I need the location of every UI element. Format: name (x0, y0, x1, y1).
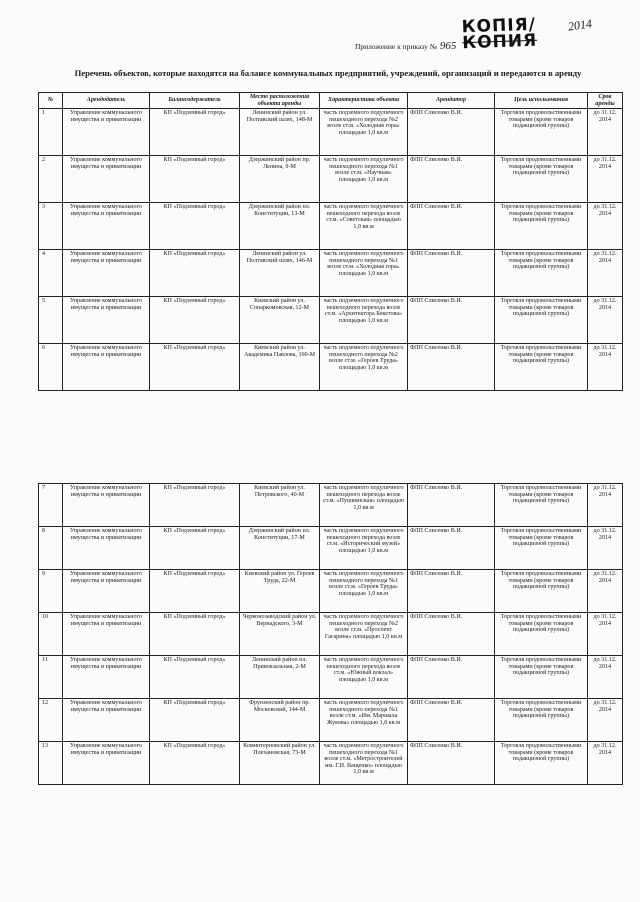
cell-object: часть подземного подуличного пешеходного перехода возле ст.м. «Исторический музей» площадью 1,0 кв.м (320, 527, 408, 570)
cell-term: до 31.12. 2014 (588, 742, 623, 785)
cell-lessor: Управление коммунального имущества и приватизации (63, 656, 150, 699)
cell-tenant: ФЛП Слисенко В.И. (408, 109, 495, 156)
cell-number: 2 (39, 156, 63, 203)
cell-tenant: ФЛП Слисенко В.И. (408, 250, 495, 297)
cell-object: часть подземного подуличного пешеходного перехода №1 возле ст.м. «Метростроителей им. Г.И. Ващенко» площадью 1,0 кв.м (320, 742, 408, 785)
cell-term: до 31.12. 2014 (588, 109, 623, 156)
cell-object: часть подземного подуличного пешеходного перехода возле ст.м. «Советская» площадью 1,0 кв.м (320, 203, 408, 250)
cell-location: Фрунзенский район пр. Московский, 144-М (240, 699, 320, 742)
cell-holder: КП «Подземный город» (150, 699, 240, 742)
cell-purpose: Торговля продовольственными товарами (кроме товаров подакцизной группы) (495, 297, 588, 344)
cell-location: Червонозаводский район ул. Вернадского, 3-М (240, 613, 320, 656)
cell-term: до 31.12. 2014 (588, 203, 623, 250)
annex-label: Приложение к приказу № (355, 42, 437, 51)
cell-object: часть подземного подуличного пешеходного перехода №1 возле ст.м. «Им. Маршала Жукова» площадью 1,0 кв.м (320, 699, 408, 742)
handwritten-date: 2014 (567, 16, 593, 34)
cell-tenant: ФЛП Слисенко В.И. (408, 699, 495, 742)
cell-lessor: Управление коммунального имущества и приватизации (63, 109, 150, 156)
cell-term: до 31.12. 2014 (588, 656, 623, 699)
cell-object: часть подземного подуличного пешеходного перехода возле ст.м. «Архитектора Бекетова» площадью 1,0 кв.м (320, 297, 408, 344)
cell-purpose: Торговля продовольственными товарами (кроме товаров подакцизной группы) (495, 656, 588, 699)
document-title: Перечень объектов, которые находятся на балансе коммунальных предприятий, учреждений, организаций и передаются в аренду (74, 68, 582, 78)
cell-tenant: ФЛП Слисенко В.И. (408, 527, 495, 570)
cell-location: Дзержинский район пл. Конституции, 13-М (240, 203, 320, 250)
cell-holder: КП «Подземный город» (150, 250, 240, 297)
cell-lessor: Управление коммунального имущества и приватизации (63, 742, 150, 785)
annex-reference (355, 40, 456, 52)
cell-number: 10 (39, 613, 63, 656)
cell-purpose: Торговля продовольственными товарами (кроме товаров подакцизной группы) (495, 742, 588, 785)
cell-term: до 31.12. 2014 (588, 484, 623, 527)
cell-tenant: ФЛП Слисенко В.И. (408, 203, 495, 250)
objects-table-part-1 (38, 92, 623, 391)
cell-term: до 31.12. 2014 (588, 699, 623, 742)
cell-holder: КП «Подземный город» (150, 484, 240, 527)
col-header-lessor: Арендодатель (63, 93, 150, 109)
table-row (39, 344, 623, 391)
cell-location: Ленинский район пл. Привокзальная, 2-М (240, 656, 320, 699)
cell-lessor: Управление коммунального имущества и приватизации (63, 527, 150, 570)
cell-number: 12 (39, 699, 63, 742)
col-header-purpose: Цель использования (495, 93, 588, 109)
cell-tenant: ФЛП Слисенко В.И. (408, 156, 495, 203)
cell-term: до 31.12. 2014 (588, 527, 623, 570)
cell-number: 11 (39, 656, 63, 699)
cell-number: 8 (39, 527, 63, 570)
cell-object: часть подземного подуличного пешеходного перехода возле ст.м. «Пушкинская» площадью 1,0 кв.м (320, 484, 408, 527)
cell-location: Ленинский район ул. Полтавский шлях, 146-М (240, 250, 320, 297)
cell-number: 6 (39, 344, 63, 391)
cell-term: до 31.12. 2014 (588, 156, 623, 203)
cell-term: до 31.12. 2014 (588, 250, 623, 297)
cell-holder: КП «Подземный город» (150, 109, 240, 156)
cell-holder: КП «Подземный город» (150, 613, 240, 656)
cell-term: до 31.12. 2014 (588, 570, 623, 613)
cell-object: часть подземного подуличного пешеходного перехода №2 возле ст.м. «Героев Труда» площадью 1,0 кв.м (320, 344, 408, 391)
cell-number: 13 (39, 742, 63, 785)
cell-object: часть подземного подуличного пешеходного перехода возле ст.м. «Южный вокзал» площадью 1,0 кв.м (320, 656, 408, 699)
cell-purpose: Торговля продовольственными товарами (кроме товаров подакцизной группы) (495, 203, 588, 250)
table-header-row (39, 93, 623, 109)
col-header-tenant: Арендатор (408, 93, 495, 109)
cell-purpose: Торговля продовольственными товарами (кроме товаров подакцизной группы) (495, 344, 588, 391)
cell-object: часть подземного подуличного пешеходного перехода №1 возле ст.м. «Научная» площадью 1,0 кв.м (320, 156, 408, 203)
cell-object: часть подземного подуличного пешеходного перехода №1 возле ст.м. «Героев Труда» площадью 1,0 кв.м (320, 570, 408, 613)
cell-purpose: Торговля продовольственными товарами (кроме товаров подакцизной группы) (495, 156, 588, 203)
cell-holder: КП «Подземный город» (150, 570, 240, 613)
table-row (39, 297, 623, 344)
cell-location: Дзержинский район пр. Ленина, 9-М (240, 156, 320, 203)
cell-lessor: Управление коммунального имущества и приватизации (63, 250, 150, 297)
table-row (39, 109, 623, 156)
stamp-line-2: КОПИЯ (461, 30, 538, 54)
cell-location: Киевский район ул. Академика Павлова, 160-М (240, 344, 320, 391)
cell-purpose: Торговля продовольственными товарами (кроме товаров подакцизной группы) (495, 570, 588, 613)
objects-table-part-2 (38, 483, 623, 785)
cell-tenant: ФЛП Слисенко В.И. (408, 613, 495, 656)
cell-number: 4 (39, 250, 63, 297)
cell-number: 1 (39, 109, 63, 156)
cell-lessor: Управление коммунального имущества и приватизации (63, 156, 150, 203)
cell-number: 7 (39, 484, 63, 527)
cell-tenant: ФЛП Слисенко В.И. (408, 570, 495, 613)
cell-holder: КП «Подземный город» (150, 742, 240, 785)
cell-term: до 31.12. 2014 (588, 297, 623, 344)
cell-purpose: Торговля продовольственными товарами (кроме товаров подакцизной группы) (495, 699, 588, 742)
col-header-object: Характеристика объекта (320, 93, 408, 109)
cell-purpose: Торговля продовольственными товарами (кроме товаров подакцизной группы) (495, 109, 588, 156)
cell-holder: КП «Подземный город» (150, 203, 240, 250)
cell-tenant: ФЛП Слисенко В.И. (408, 344, 495, 391)
cell-number: 3 (39, 203, 63, 250)
table-row (39, 570, 623, 613)
cell-number: 9 (39, 570, 63, 613)
cell-location: Дзержинский район пл. Конституции, 17-М (240, 527, 320, 570)
cell-term: до 31.12. 2014 (588, 344, 623, 391)
cell-tenant: ФЛП Слисенко В.И. (408, 742, 495, 785)
col-header-number: № (39, 93, 63, 109)
col-header-holder: Балансодержатель (150, 93, 240, 109)
table-row (39, 699, 623, 742)
cell-holder: КП «Подземный город» (150, 527, 240, 570)
cell-lessor: Управление коммунального имущества и приватизации (63, 297, 150, 344)
cell-term: до 31.12. 2014 (588, 613, 623, 656)
cell-lessor: Управление коммунального имущества и приватизации (63, 344, 150, 391)
cell-lessor: Управление коммунального имущества и приватизации (63, 203, 150, 250)
table-row (39, 250, 623, 297)
cell-location: Ленинский район ул. Полтавский шлях, 148-М (240, 109, 320, 156)
cell-tenant: ФЛП Слисенко В.И. (408, 297, 495, 344)
cell-object: часть подземного подуличного пешеходного перехода №1 возле ст.м. «Холодная гора» площадью 1,0 кв.м (320, 250, 408, 297)
table-row (39, 613, 623, 656)
table-row (39, 656, 623, 699)
stamp-line-1: КОПІЯ/ (461, 14, 537, 38)
cell-lessor: Управление коммунального имущества и приватизации (63, 699, 150, 742)
cell-purpose: Торговля продовольственными товарами (кроме товаров подакцизной группы) (495, 527, 588, 570)
cell-tenant: ФЛП Слисенко В.И. (408, 484, 495, 527)
cell-holder: КП «Подземный город» (150, 297, 240, 344)
copy-stamp (461, 14, 538, 54)
cell-lessor: Управление коммунального имущества и приватизации (63, 484, 150, 527)
cell-object: часть подземного подуличного пешеходного перехода №2 возле ст.м. «Проспект Гагарина» площадью 1,0 кв.м (320, 613, 408, 656)
cell-holder: КП «Подземный город» (150, 344, 240, 391)
col-header-location: Место расположения объекта аренды (240, 93, 320, 109)
cell-object: часть подземного подуличного пешеходного перехода №2 возле ст.м. «Холодная гора» площадью 1,0 кв.м (320, 109, 408, 156)
cell-tenant: ФЛП Слисенко В.И. (408, 656, 495, 699)
table-row (39, 742, 623, 785)
cell-purpose: Торговля продовольственными товарами (кроме товаров подакцизной группы) (495, 250, 588, 297)
cell-purpose: Торговля продовольственными товарами (кроме товаров подакцизной группы) (495, 484, 588, 527)
cell-lessor: Управление коммунального имущества и приватизации (63, 613, 150, 656)
cell-number: 5 (39, 297, 63, 344)
cell-purpose: Торговля продовольственными товарами (кроме товаров подакцизной группы) (495, 613, 588, 656)
cell-location: Киевский район ул. Петровского, 40-М (240, 484, 320, 527)
table-row (39, 203, 623, 250)
col-header-term: Срок аренды (588, 93, 623, 109)
cell-holder: КП «Подземный город» (150, 156, 240, 203)
table-row (39, 156, 623, 203)
annex-number: 965 (439, 40, 457, 52)
cell-location: Киевский район ул. Героев Труда, 22-М (240, 570, 320, 613)
cell-lessor: Управление коммунального имущества и приватизации (63, 570, 150, 613)
cell-holder: КП «Подземный город» (150, 656, 240, 699)
cell-location: Коминтерновский район ул. Плехановская, 73-М (240, 742, 320, 785)
cell-location: Киевский район ул. Сонаркомовская, 12-М (240, 297, 320, 344)
table-row (39, 484, 623, 527)
table-row (39, 527, 623, 570)
